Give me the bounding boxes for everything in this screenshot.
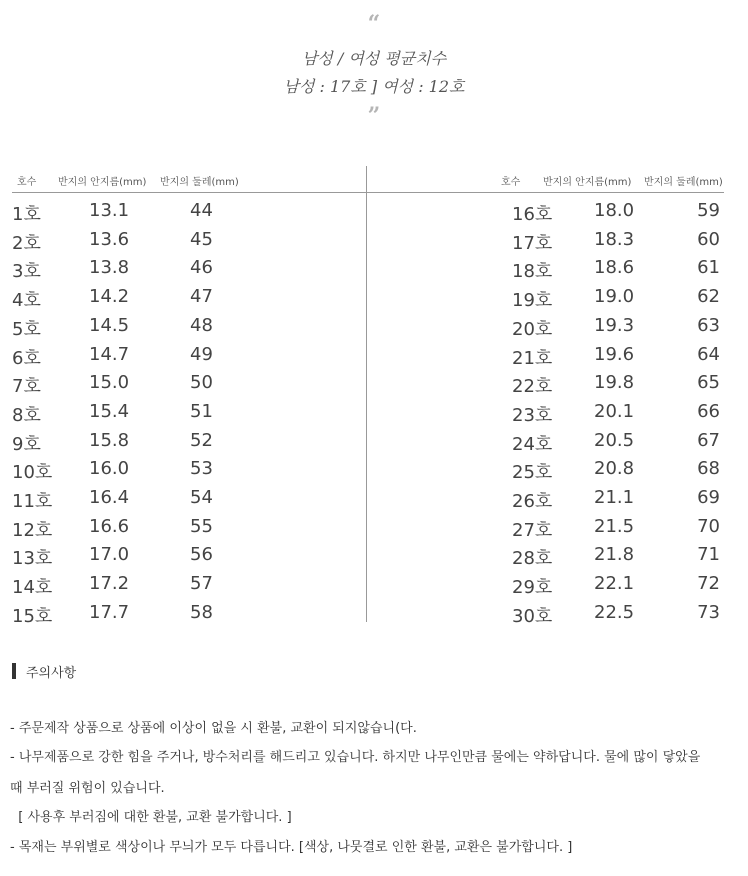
- circumference-cell: 70: [697, 515, 720, 537]
- circumference-cell: 57: [190, 573, 213, 595]
- notice-line-4: [ 사용후 부러짐에 대한 환불, 교환 불가합니다. ]: [10, 810, 292, 825]
- circumference-cell: 58: [190, 601, 213, 623]
- inner-diameter-cell: 20.1: [594, 400, 635, 422]
- circumference-cell: 46: [190, 257, 213, 279]
- inner-diameter-cell: 17.7: [89, 601, 130, 623]
- inner-diameter-cell: 19.3: [594, 314, 635, 336]
- inner-diameter-cell: 13.1: [89, 200, 130, 221]
- ring-size-cell: 22호: [512, 376, 553, 398]
- inner-diameter-cell: 18.3: [594, 228, 635, 250]
- inner-diameter-cell: 15.8: [89, 429, 130, 451]
- inner-diameter-cell: 18.6: [594, 257, 635, 279]
- inner-diameter-cell: 16.4: [89, 487, 130, 508]
- header-size-right: 호수: [501, 177, 521, 188]
- table-row: [12, 372, 724, 400]
- circumference-cell: 52: [190, 429, 213, 451]
- table-row: [12, 544, 724, 572]
- table-row: [12, 200, 724, 228]
- ring-size-cell: 14호: [12, 577, 53, 599]
- header-circumference-left: 반지의 둘레(mm): [160, 177, 239, 188]
- inner-diameter-cell: 13.6: [89, 228, 130, 250]
- ring-size-cell: 19호: [512, 290, 553, 312]
- ring-size-cell: 9호: [12, 433, 41, 455]
- table-row: [12, 458, 724, 486]
- ring-size-cell: 10호: [12, 462, 53, 484]
- circumference-cell: 62: [697, 286, 720, 308]
- ring-size-cell: 17호: [512, 232, 553, 254]
- circumference-cell: 61: [697, 257, 720, 279]
- table-row: [12, 602, 724, 630]
- header-circumference-right: 반지의 둘레(mm): [644, 177, 723, 188]
- notice-heading-bar: [12, 663, 16, 679]
- inner-diameter-cell: 17.2: [89, 573, 130, 595]
- inner-diameter-cell: 14.7: [89, 343, 130, 365]
- ring-size-cell: 21호: [512, 347, 553, 369]
- circumference-cell: 48: [190, 314, 213, 336]
- circumference-cell: 68: [697, 458, 720, 480]
- inner-diameter-cell: 19.8: [594, 372, 635, 394]
- ring-size-cell: 1호: [12, 204, 41, 225]
- inner-diameter-cell: 22.5: [594, 601, 635, 623]
- inner-diameter-cell: 16.0: [89, 458, 130, 480]
- inner-diameter-cell: 16.6: [89, 515, 130, 537]
- inner-diameter-cell: 20.5: [594, 429, 635, 451]
- circumference-cell: 53: [190, 458, 213, 480]
- average-size-title: 남성 / 여성 평균치수: [301, 49, 447, 68]
- table-row: [12, 257, 724, 285]
- ring-size-cell: 28호: [512, 548, 553, 570]
- table-row: [12, 229, 724, 257]
- ring-size-cell: 18호: [512, 261, 553, 283]
- ring-size-cell: 4호: [12, 290, 41, 312]
- circumference-cell: 54: [190, 487, 213, 508]
- notice-line-1: - 주문제작 상품으로 상품에 이상이 없을 시 환불, 교환이 되지않습니(다.: [10, 721, 417, 736]
- header-rule-left: [12, 192, 366, 193]
- circumference-cell: 56: [190, 544, 213, 566]
- inner-diameter-cell: 22.1: [594, 573, 635, 595]
- table-row: [12, 487, 724, 515]
- notice-heading-text: 주의사항: [26, 665, 77, 681]
- ring-size-cell: 16호: [512, 204, 553, 225]
- table-row: [12, 573, 724, 601]
- circumference-cell: 72: [697, 573, 720, 595]
- ring-size-table: [12, 162, 724, 627]
- inner-diameter-cell: 19.6: [594, 343, 635, 365]
- inner-diameter-cell: 13.8: [89, 257, 130, 279]
- ring-size-cell: 5호: [12, 318, 41, 340]
- table-row: [12, 344, 724, 372]
- table-row: [12, 516, 724, 544]
- average-size-values: 남성 : 17호 ] 여성 : 12호: [283, 77, 465, 96]
- ring-size-cell: 3호: [12, 261, 41, 283]
- inner-diameter-cell: 21.8: [594, 544, 635, 566]
- circumference-cell: 59: [697, 200, 720, 221]
- ring-size-cell: 13호: [12, 548, 53, 570]
- ring-size-cell: 26호: [512, 491, 553, 512]
- ring-size-cell: 8호: [12, 404, 41, 426]
- close-quote-mark: ”: [367, 103, 381, 129]
- circumference-cell: 50: [190, 372, 213, 394]
- circumference-cell: 67: [697, 429, 720, 451]
- ring-size-cell: 27호: [512, 519, 553, 541]
- open-quote-mark: “: [367, 11, 381, 37]
- circumference-cell: 71: [697, 544, 720, 566]
- inner-diameter-cell: 14.2: [89, 286, 130, 308]
- header-inner-diameter-left: 반지의 안지름(mm): [58, 177, 147, 188]
- circumference-cell: 65: [697, 372, 720, 394]
- ring-size-cell: 24호: [512, 433, 553, 455]
- circumference-cell: 49: [190, 343, 213, 365]
- header-rule-right: [367, 192, 724, 193]
- inner-diameter-cell: 18.0: [594, 200, 635, 221]
- ring-size-cell: 15호: [12, 605, 53, 627]
- table-row: [12, 430, 724, 458]
- header-size-left: 호수: [17, 177, 37, 188]
- inner-diameter-cell: 17.0: [89, 544, 130, 566]
- table-row: [12, 401, 724, 429]
- notice-line-3: 때 부러질 위험이 있습니다.: [10, 781, 165, 796]
- inner-diameter-cell: 15.4: [89, 400, 130, 422]
- ring-size-cell: 7호: [12, 376, 41, 398]
- ring-size-cell: 29호: [512, 577, 553, 599]
- table-row: [12, 315, 724, 343]
- inner-diameter-cell: 21.1: [594, 487, 635, 508]
- inner-diameter-cell: 19.0: [594, 286, 635, 308]
- circumference-cell: 66: [697, 400, 720, 422]
- inner-diameter-cell: 20.8: [594, 458, 635, 480]
- circumference-cell: 63: [697, 314, 720, 336]
- inner-diameter-cell: 15.0: [89, 372, 130, 394]
- inner-diameter-cell: 21.5: [594, 515, 635, 537]
- inner-diameter-cell: 14.5: [89, 314, 130, 336]
- circumference-cell: 69: [697, 487, 720, 508]
- ring-size-cell: 25호: [512, 462, 553, 484]
- circumference-cell: 44: [190, 200, 213, 221]
- circumference-cell: 55: [190, 515, 213, 537]
- ring-size-cell: 12호: [12, 519, 53, 541]
- ring-size-cell: 30호: [512, 605, 553, 627]
- circumference-cell: 45: [190, 228, 213, 250]
- ring-size-cell: 23호: [512, 404, 553, 426]
- header-inner-diameter-right: 반지의 안지름(mm): [543, 177, 632, 188]
- ring-size-cell: 20호: [512, 318, 553, 340]
- notice-heading: [12, 662, 76, 680]
- notice-line-5: - 목재는 부위별로 색상이나 무늬가 모두 다릅니다. [색상, 나뭇결로 인한 환불, 교환은 불가합니다. ]: [10, 840, 573, 855]
- circumference-cell: 51: [190, 400, 213, 422]
- ring-size-cell: 2호: [12, 232, 41, 254]
- ring-size-cell: 6호: [12, 347, 41, 369]
- ring-size-cell: 11호: [12, 491, 53, 512]
- circumference-cell: 73: [697, 601, 720, 623]
- circumference-cell: 60: [697, 228, 720, 250]
- circumference-cell: 47: [190, 286, 213, 308]
- circumference-cell: 64: [697, 343, 720, 365]
- notice-line-2: - 나무제품으로 강한 힘을 주거나, 방수처리를 해드리고 있습니다. 하지만 나무인만큼 물에는 약하답니다. 물에 많이 닿았을: [10, 750, 701, 765]
- table-row: [12, 286, 724, 314]
